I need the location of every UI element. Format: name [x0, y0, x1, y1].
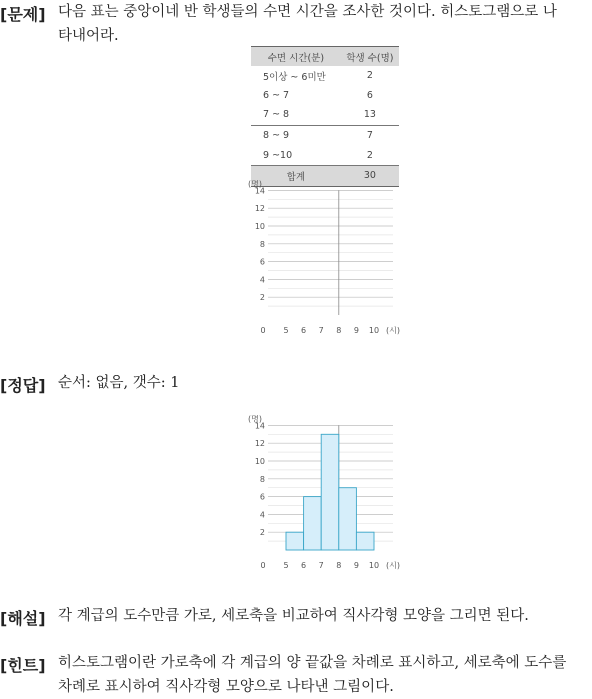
hint-tag: [힌트]: [0, 656, 46, 675]
table-cell-class: 8 ~ 9: [251, 125, 341, 145]
x-tick-label: 9: [353, 326, 359, 335]
x-tick-label: 7: [318, 561, 324, 570]
y-tick-label: 10: [254, 457, 265, 466]
table-row: [251, 66, 399, 86]
x-tick-label: 6: [301, 326, 307, 335]
y-tick-label: 2: [259, 528, 265, 538]
y-tick-label: 8: [259, 474, 265, 484]
blank-histogram-grid: [240, 180, 410, 340]
explanation-text: 각 계급의 도수만큼 가로, 세로축을 비교하여 직사각형 모양을 그리면 된다.: [58, 608, 529, 624]
y-tick-label: 2: [259, 293, 265, 303]
histogram-bar: [286, 532, 304, 550]
y-tick-label: 4: [259, 510, 265, 520]
y-axis-label: (명): [248, 180, 262, 189]
x-axis-label: (시): [386, 561, 400, 570]
hint-text: [58, 651, 566, 699]
y-tick-label: 12: [254, 439, 265, 449]
table-total-value: 30: [341, 165, 399, 186]
x-axis-label: (시): [386, 326, 400, 335]
x-tick-label: 6: [301, 561, 307, 570]
table-cell-class: 5이상 ~ 6미만: [263, 71, 326, 83]
x-tick-label: 7: [318, 326, 324, 335]
frequency-table: [251, 46, 399, 187]
y-tick-label: 6: [259, 257, 265, 267]
problem-line-2: 타내어라.: [58, 28, 119, 44]
table-cell-class: 7 ~ 8: [263, 109, 290, 121]
table-cell-count: 6: [366, 89, 373, 101]
table-cell-count: 2: [366, 70, 373, 82]
x-tick-label: 10: [368, 326, 380, 335]
y-axis-label: (명): [248, 415, 262, 424]
x-tick-label: 9: [353, 561, 359, 570]
hint-line-1: 히스토그램이란 가로축에 각 계급의 양 끝값을 차례로 표시하고, 세로축에 도수를: [58, 655, 567, 671]
problem-line-1: 다음 표는 중앙이네 반 학생들의 수면 시간을 조사한 것이다. 히스토그램으로 나: [58, 4, 557, 20]
table-total-label: 합계: [251, 165, 341, 186]
y-tick-label: 14: [254, 421, 265, 431]
answer-text: 순서: 없음, 갯수: 1: [58, 375, 180, 391]
table-cell-class: 6 ~ 7: [263, 89, 290, 101]
table-row: [251, 86, 399, 106]
x-tick-label: 5: [283, 561, 289, 570]
histogram-bar: [304, 497, 322, 550]
x-tick-label: 0: [260, 561, 266, 570]
table-header-class: 수면 시간(분): [251, 47, 341, 67]
x-tick-label: 0: [260, 326, 266, 335]
table-header-row: [251, 47, 399, 67]
y-tick-label: 6: [259, 492, 265, 502]
histogram-bar: [356, 532, 374, 550]
table-row: [251, 145, 399, 165]
histogram-bar: [339, 488, 357, 550]
answer-tag: [정답]: [0, 376, 46, 395]
table-cell-class: 9 ~10: [263, 149, 293, 161]
x-tick-label: 8: [336, 326, 342, 335]
table-row: [251, 105, 399, 125]
table-row: [251, 125, 399, 145]
table-header-count: 학생 수(명): [341, 47, 399, 67]
histogram-bar: [321, 434, 339, 550]
x-tick-label: 10: [368, 561, 380, 570]
problem-tag: [문제]: [0, 5, 46, 24]
answer-histogram: [240, 415, 410, 575]
y-tick-label: 12: [254, 204, 265, 214]
hint-line-2: 차례로 표시하여 직사각형 모양으로 나타낸 그림이다.: [58, 679, 394, 695]
y-tick-label: 10: [254, 222, 265, 231]
y-tick-label: 8: [259, 239, 265, 249]
table-cell-count: 7: [341, 125, 399, 145]
x-tick-label: 8: [336, 561, 342, 570]
x-tick-label: 5: [283, 326, 289, 335]
y-tick-label: 14: [254, 186, 265, 196]
table-cell-count: 13: [363, 109, 376, 121]
y-tick-label: 4: [259, 275, 265, 285]
table-cell-count: 2: [366, 149, 373, 161]
problem-text: [58, 0, 557, 48]
explanation-tag: [해설]: [0, 609, 46, 628]
